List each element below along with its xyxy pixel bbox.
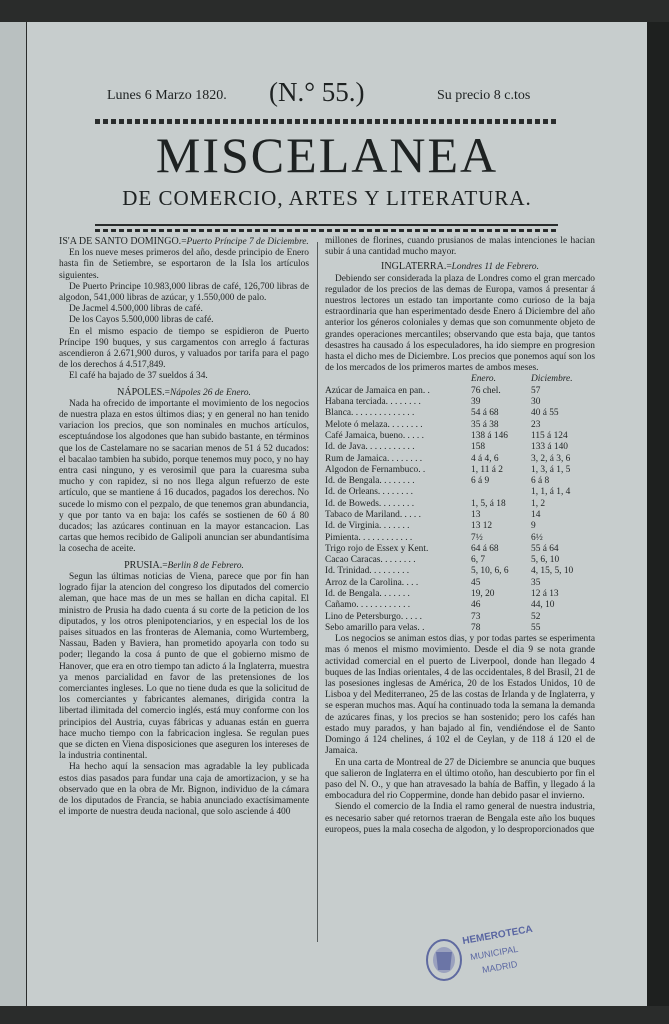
library-stamp	[422, 922, 542, 992]
price-item: Trigo rojo de Essex y Kent.	[325, 543, 429, 554]
price-item: Sebo amarillo para velas. .	[325, 622, 425, 633]
price-table-row	[325, 420, 595, 431]
price-diciembre: 55 á 64	[531, 543, 559, 554]
inglaterra-p1: Debiendo ser considerada la plaza de Londres como el gran mercado regulador de los precios de las demas de Europa, vamos á presentar á nuestros lectores un estado tan importante como curioso de la baja estraordinaria que han esperimentado desde Enero á Diciembre del año anterior los géneros coloniales y demas que son comunmente objeto de grandes operaciones mercantiles; observando que esta baja, que tantos desastres ha causado á los especuladores, ha ido siempre en progresion hasta el dicho mes de Diciembre. Los precios que ponemos aquí son los de los mercados de los primeros martes de ambos meses.	[325, 273, 595, 374]
col-diciembre: Diciembre.	[531, 374, 573, 385]
price-diciembre: 9	[531, 521, 536, 532]
price-table-header	[325, 374, 595, 385]
price-diciembre: 55	[531, 622, 541, 633]
price-table-row	[325, 442, 595, 453]
santo-domingo-p6: El café ha bajado de 37 sueldos á 34.	[69, 371, 208, 382]
montreal-p: En una carta de Montreal de 27 de Diciembre se anuncia que buques que salieron de Inglaterra en el último otoño, han descubierto por fin el paso del N. O., y que han atravesado la bahía de Baffin, y llegado á la embocadura del rio Coppermine, donde han debido pasar el invierno.	[325, 757, 595, 802]
price-table-row	[325, 623, 595, 634]
price-table-row	[325, 476, 595, 487]
price-table	[325, 374, 595, 634]
price-enero: 73	[471, 611, 481, 622]
price-item: Algodon de Fernambuco. .	[325, 464, 426, 475]
price-item: Lino de Petersburgo. . . . .	[325, 611, 422, 622]
price-item: Id. de Java. . . . . . . . . . .	[325, 442, 415, 453]
price-item: Id. Trinidad. . . . . . . . .	[325, 566, 410, 577]
price-table-row	[325, 544, 595, 555]
price-diciembre: 1, 3, á 1, 5	[531, 464, 571, 475]
price-item: Melote ó melaza. . . . . . . .	[325, 419, 423, 430]
price-item: Id. de Boweds. . . . . . . .	[325, 498, 415, 509]
price-enero: 35 á 38	[471, 419, 499, 430]
price-diciembre: 14	[531, 510, 541, 520]
price-item: Café Jamaica, bueno. . . . .	[325, 430, 424, 441]
price-table-row	[325, 600, 595, 611]
stamp-line-2: MUNICIPAL	[469, 943, 519, 963]
left-column	[59, 236, 309, 818]
price-table-row	[325, 566, 595, 577]
price-table-row	[325, 612, 595, 623]
price-diciembre: 30	[531, 397, 541, 408]
price-table-row	[325, 386, 595, 397]
issue-number: (N.° 55.)	[269, 77, 365, 107]
price-table-row	[325, 431, 595, 442]
price-item: Tabaco de Mariland. . . . .	[325, 510, 421, 520]
right-column	[325, 236, 595, 836]
price-diciembre: 57	[531, 385, 541, 396]
price-enero: 45	[471, 577, 481, 588]
price-table-row	[325, 487, 595, 498]
price-item: Arroz de la Carolina. . . .	[325, 577, 419, 588]
price-diciembre: 133 á 140	[531, 442, 568, 453]
price-item: Id. de Orleans. . . . . . . .	[325, 487, 414, 498]
price-enero: 13 12	[471, 521, 493, 532]
santo-domingo-p4: De los Cayos 5.500,000 libras de café.	[69, 315, 214, 326]
price-diciembre: 12 á 13	[531, 589, 559, 600]
price-table-row	[325, 499, 595, 510]
prusia-p1: Segun las últimas noticias de Viena, parece que por fin han logrado fijar la atencion del congreso los diputados del comercio aleman, que hace mas de un mes se hallan en dicha capital. El ministro de Prusia ha dado cuenta á su corte de la peticion de los diputados, y los otros plenipotenciarios, y en especial los de los paises situados en las fronteras de Alemania, como Wurtemberg, Nassau, Baden y Baviera, han prometido apoyarla con todo su poder; llegando la cosa á punto de que el gobierno mismo de Hanover, que era en otro tiempo tan adicto á la Inglaterra, muestra ya menos parcialidad en favor de las pretensiones de los comerciantes ingleses. Lo que no tiene duda es que la solicitud de los comerciantes y fabricantes alemanes, dirigida contra la libertad ilimitada del comercio inglés, está muy conforme con los principios del Austria, cuyas fábricas y aduanas están en guerra hace mucho tiempo con la fabricacion inglesa. Se regulan pues que se dicten en Viena disposiciones que aseguren los intereses de la industria continental.	[59, 571, 309, 762]
price-diciembre: 6½	[531, 532, 543, 543]
price-enero: 4 á 4, 6	[471, 453, 499, 464]
price-diciembre: 1, 1, á 1, 4	[531, 487, 571, 498]
price-diciembre: 44, 10	[531, 600, 555, 611]
price-diciembre: 23	[531, 419, 541, 430]
ornamental-rule-top	[95, 119, 558, 124]
price-diciembre: 4, 15, 5, 10	[531, 566, 574, 577]
newspaper-page	[27, 22, 647, 1006]
price-table-row	[325, 578, 595, 589]
price-enero: 138 á 146	[471, 430, 508, 441]
price-item: Habana terciada. . . . . . . .	[325, 397, 421, 408]
col-enero: Enero.	[471, 374, 496, 385]
price-enero: 76 chel.	[471, 385, 501, 396]
stamp-line-1: HEMEROTECA	[461, 923, 534, 948]
price-item: Rum de Jamaica. . . . . . . .	[325, 453, 423, 464]
price-item: Azúcar de Jamaica en pan. .	[325, 385, 430, 396]
price-diciembre: 6 á 8	[531, 476, 550, 487]
issue-price: Su precio 8 c.tos	[437, 88, 531, 103]
price-enero: 64 á 68	[471, 543, 499, 554]
price-enero: 13	[471, 510, 481, 520]
price-enero: 19, 20	[471, 589, 495, 600]
price-enero	[471, 487, 531, 498]
price-diciembre: 1, 2	[531, 498, 546, 509]
price-table-row	[325, 454, 595, 465]
negocios-p: Los negocios se animan estos dias, y por todas partes se esperimenta mas ó menos el mismo movimiento. Desde el dia 9 se nota grande actividad comercial en el puerto de Liverpool, donde han llegado 4 buques de las Indias orientales, 4 de las occidentales, 8 del Brasil, 21 de las posesiones inglesas de América, 20 de los Estados Unidos, 10 de Lisboa y del Mediterraneo, 25 de las costas de Irlanda y de Inglaterra, y se esperan muchos mas. Aquí ha continuado toda la semana la demanda de azúcares finas, y los precios se han sostenido; pero los cafés han estado muy parados, y han bajado al fin, vendiéndose el de Santo Domingo á 124 chelines, á 102 el de Ceylan, y de 118 á 120 el de Jamaica.	[325, 634, 595, 757]
price-item: Cañamo. . . . . . . . . . . .	[325, 600, 411, 611]
price-item: Cacao Caracas. . . . . . . .	[325, 555, 416, 566]
column-divider	[317, 242, 318, 942]
prusia-p2: Ha hecho aquí la sensacion mas agradable la ley publicada estos dias pasados para fundar una caja de amortizacion, y se ha observado que en la obra de Mr. Bignon, individuo de la cámara de los diputados de Francia, se habia anunciado exactísimamente el importe de nuestra deuda nacional, que solo asciende á 400	[59, 762, 309, 818]
ornamental-rule-bottom-wave	[95, 229, 558, 232]
price-item: Id. de Bengala. . . . . . .	[325, 589, 410, 600]
santo-domingo-p5: En el mismo espacio de tiempo se espidieron de Puerto Príncipe 190 buques, y sus cargamentos con arreglo á facturas ascendieron á 2.671,900 duros, y valuados por tarifa para el pago de los derechos á 4.517,849.	[59, 326, 309, 371]
santo-domingo-p1: En los nueve meses primeros del año, desde principio de Enero hasta fin de Setiembre, se esportaron de la Isla los artículos siguientes.	[59, 248, 309, 281]
price-enero: 6 á 9	[471, 476, 490, 487]
price-enero: 158	[471, 442, 486, 453]
price-item: Blanca. . . . . . . . . . . . . .	[325, 408, 415, 419]
price-diciembre: 40 á 55	[531, 408, 559, 419]
scan-border	[647, 22, 669, 1006]
price-enero: 39	[471, 397, 481, 408]
inglaterra-heading: INGLATERRA.=Londres 11 de Febrero.	[381, 261, 539, 273]
price-table-row	[325, 465, 595, 476]
price-diciembre: 115 á 124	[531, 430, 568, 441]
facing-page-edge	[0, 22, 26, 1006]
price-diciembre: 3, 2, á 3, 6	[531, 453, 571, 464]
price-enero: 6, 7	[471, 555, 486, 566]
price-diciembre: 5, 6, 10	[531, 555, 560, 566]
issue-date: Lunes 6 Marzo 1820.	[107, 88, 227, 103]
price-diciembre: 52	[531, 611, 541, 622]
masthead-title: MISCELANEA	[155, 127, 499, 183]
price-table-row	[325, 555, 595, 566]
price-enero: 1, 5, á 18	[471, 498, 506, 509]
price-enero: 46	[471, 600, 481, 611]
price-item: Id. de Bengala. . . . . . . .	[325, 476, 415, 487]
price-table-row	[325, 510, 595, 521]
napoles-heading: NÁPOLES.=Nápoles 26 de Enero.	[117, 386, 251, 398]
santo-domingo-p2: De Puerto Principe 10.983,000 libras de café, 126,700 libras de algodon, 541,000 libras de azúcar, y 1.550,000 de palo.	[59, 281, 309, 304]
price-diciembre: 35	[531, 577, 541, 588]
price-table-row	[325, 589, 595, 600]
napoles-p1: Nada ha ofrecido de importante el movimiento de los negocios de nuestra plaza en estos últimos dias; y en general no han tenido variacion los precios, que son nominales en muchos artículos, esceptuándose los algodones que han subido bastante, en términos que los de Castelamare no se sacarian menos de 51 á 52 ducados: el bacalao tambien ha subido, porque tenemos muy poco, y no hay entra casi ninguno, y es verosimil que para la cuaresma suba mucho y con rapidez, si no nos llega algun refuerzo de este artículo, que se mantiene á 16 ducados, pagados los derechos. No sucede lo mismo con el pezpalo, de que tenemos gran abundancia, y que por tanto va en baja: los cafés se sostienen de 60 á 80 ducados; las azúcares continuan en la mayor estancacion. Las cartas que hemos recibido de Galipoli anuncian ser abundantísima la cosecha de aceite.	[59, 398, 309, 555]
carryover-text: millones de florines, cuando prusianos de malas intenciones le hacian subir á una cantidad mucho mayor.	[325, 236, 595, 258]
price-table-row	[325, 397, 595, 408]
india-p: Siendo el comercio de la India el ramo general de nuestra industria, es necesario saber qué retornos traeran de Bengala este año los buques europeos, pues la mala cosecha de algodon, y lo desproporcionados que	[325, 802, 595, 835]
stamp-line-3: MADRID	[481, 958, 519, 976]
price-table-row	[325, 408, 595, 419]
santo-domingo-p3: De Jacmel 4.500,000 libras de café.	[69, 304, 203, 315]
masthead-subtitle: DE COMERCIO, ARTES Y LITERATURA.	[122, 186, 532, 210]
price-enero: 54 á 68	[471, 408, 499, 419]
price-enero: 7½	[471, 532, 483, 543]
price-item: Id. de Virginia. . . . . . .	[325, 521, 410, 532]
santo-domingo-heading: IS'A DE SANTO DOMINGO.=Puerto Príncipe 7 de Diciembre.	[59, 236, 309, 247]
price-enero: 5, 10, 6, 6	[471, 566, 509, 577]
price-enero: 78	[471, 622, 481, 633]
prusia-heading: PRUSIA.=Berlin 8 de Febrero.	[124, 559, 244, 571]
price-table-row	[325, 533, 595, 544]
ornamental-rule-bottom	[95, 224, 558, 226]
price-item: Pimienta. . . . . . . . . . . .	[325, 532, 413, 543]
price-table-row	[325, 521, 595, 532]
price-enero: 1, 11 á 2	[471, 464, 503, 475]
